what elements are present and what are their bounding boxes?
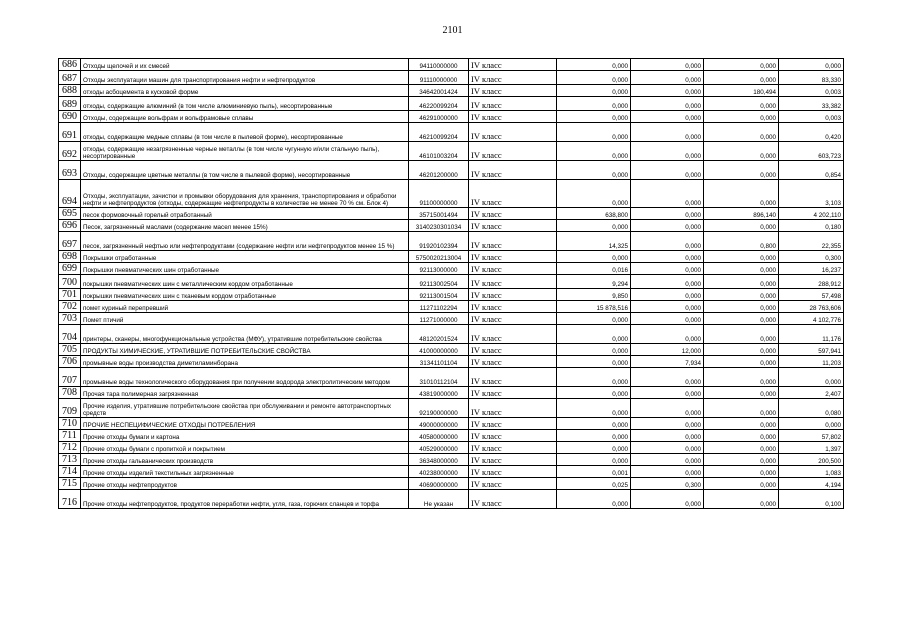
row-number: 701 [59,289,81,301]
value-col-4: 0,420 [779,123,844,142]
value-col-1: 0,000 [557,111,631,123]
value-col-3: 0,000 [704,59,779,71]
value-col-2: 0,000 [631,142,704,161]
table-row [59,251,844,263]
value-col-2: 0,000 [631,232,704,251]
fkko-code: 34642001424 [409,85,469,97]
table-row [59,289,844,301]
value-col-4: 200,500 [779,454,844,466]
hazard-class: IV класс [469,251,557,263]
value-col-2: 0,000 [631,466,704,478]
hazard-class: IV класс [469,275,557,289]
fkko-code: 92113001504 [409,289,469,301]
row-number: 688 [59,85,81,97]
value-col-1: 0,000 [557,344,631,356]
value-col-4: 22,355 [779,232,844,251]
value-col-1: 0,001 [557,466,631,478]
value-col-2: 12,000 [631,344,704,356]
value-col-1: 14,325 [557,232,631,251]
table-row [59,301,844,313]
value-col-1: 0,000 [557,180,631,208]
table-row [59,71,844,85]
hazard-class: IV класс [469,442,557,454]
table-row [59,313,844,325]
value-col-1: 0,000 [557,71,631,85]
value-col-4: 603,723 [779,142,844,161]
row-number: 696 [59,220,81,232]
table-row [59,220,844,232]
fkko-code: 31010112104 [409,368,469,387]
fkko-code: 3140230301034 [409,220,469,232]
table-row [59,430,844,442]
row-number: 705 [59,344,81,356]
value-col-4: 4 102,776 [779,313,844,325]
value-col-2: 0,000 [631,301,704,313]
value-col-1: 0,000 [557,251,631,263]
value-col-1: 0,000 [557,142,631,161]
waste-name: Прочие изделия, утратившие потребительские свойства при обслуживании и ремонте автотранспортных средств [81,399,409,418]
hazard-class: IV класс [469,313,557,325]
row-number: 700 [59,275,81,289]
table-row [59,344,844,356]
table-row [59,180,844,208]
value-col-1: 638,800 [557,208,631,220]
hazard-class: IV класс [469,59,557,71]
fkko-code: 92190000000 [409,399,469,418]
value-col-1: 0,000 [557,399,631,418]
value-col-2: 0,000 [631,161,704,180]
row-number: 686 [59,59,81,71]
value-col-3: 0,000 [704,399,779,418]
row-number: 689 [59,97,81,111]
value-col-3: 0,000 [704,356,779,368]
table-row [59,368,844,387]
value-col-4: 83,330 [779,71,844,85]
waste-name: покрышки пневматических шин с тканевым кордом отработанные [81,289,409,301]
hazard-class: IV класс [469,142,557,161]
waste-name: Прочая тара полимерная загрязненная [81,387,409,399]
table-row [59,161,844,180]
row-number: 709 [59,399,81,418]
value-col-1: 9,850 [557,289,631,301]
waste-name: покрышки пневматических шин с металлическим кордом отработанные [81,275,409,289]
value-col-4: 57,498 [779,289,844,301]
value-col-2: 0,000 [631,111,704,123]
fkko-code: 48120201524 [409,325,469,344]
table-row [59,85,844,97]
waste-name: Отходы эксплуатации машин для транспортирования нефти и нефтепродуктов [81,71,409,85]
value-col-1: 9,294 [557,275,631,289]
row-number: 713 [59,454,81,466]
value-col-1: 0,000 [557,123,631,142]
fkko-code: 49000000000 [409,418,469,430]
value-col-3: 0,000 [704,71,779,85]
table-row [59,442,844,454]
value-col-4: 16,237 [779,263,844,275]
value-col-4: 1,397 [779,442,844,454]
fkko-code: 92113002504 [409,275,469,289]
row-number: 704 [59,325,81,344]
row-number: 707 [59,368,81,387]
value-col-2: 0,000 [631,251,704,263]
fkko-code: 35715001494 [409,208,469,220]
row-number: 698 [59,251,81,263]
table-row [59,111,844,123]
value-col-1: 0,000 [557,325,631,344]
hazard-class: IV класс [469,85,557,97]
hazard-class: IV класс [469,161,557,180]
hazard-class: IV класс [469,466,557,478]
row-number: 708 [59,387,81,399]
fkko-code: 31341101104 [409,356,469,368]
table-row [59,418,844,430]
fkko-code: Не указан [409,490,469,509]
table-row [59,275,844,289]
fkko-code: 94110000000 [409,59,469,71]
value-col-2: 0,000 [631,263,704,275]
value-col-4: 2,407 [779,387,844,399]
value-col-4: 11,203 [779,356,844,368]
value-col-4: 597,941 [779,344,844,356]
value-col-4: 0,000 [779,59,844,71]
hazard-class: IV класс [469,123,557,142]
value-col-1: 0,000 [557,356,631,368]
value-col-3: 0,000 [704,442,779,454]
fkko-code: 91100000000 [409,180,469,208]
waste-name: принтеры, сканеры, многофункциональные устройства (МФУ), утратившие потребительские свойства [81,325,409,344]
value-col-3: 0,000 [704,490,779,509]
hazard-class: IV класс [469,399,557,418]
waste-name: отходы, содержащие медные сплавы (в том числе в пылевой форме), несортированные [81,123,409,142]
row-number: 691 [59,123,81,142]
table-row [59,232,844,251]
value-col-2: 7,934 [631,356,704,368]
value-col-1: 0,000 [557,97,631,111]
table-row [59,387,844,399]
waste-register-table [58,58,844,509]
waste-name: Помет птичий [81,313,409,325]
fkko-code: 46291000000 [409,111,469,123]
value-col-1: 0,025 [557,478,631,490]
value-col-4: 0,100 [779,490,844,509]
value-col-3: 0,000 [704,180,779,208]
row-number: 702 [59,301,81,313]
waste-name: песок, загрязненный нефтью или нефтепродуктами (содержание нефти или нефтепродуктов менее 15 %) [81,232,409,251]
value-col-3: 0,000 [704,263,779,275]
value-col-3: 0,000 [704,344,779,356]
fkko-code: 91110000000 [409,71,469,85]
row-number: 694 [59,180,81,208]
waste-name: Отходы, содержащие цветные металлы (в том числе в пылевой форме), несортированные [81,161,409,180]
hazard-class: IV класс [469,344,557,356]
value-col-3: 0,000 [704,478,779,490]
value-col-1: 0,016 [557,263,631,275]
row-number: 706 [59,356,81,368]
value-col-3: 0,000 [704,368,779,387]
table-row [59,325,844,344]
hazard-class: IV класс [469,325,557,344]
value-col-1: 0,000 [557,442,631,454]
value-col-3: 0,000 [704,251,779,263]
row-number: 712 [59,442,81,454]
value-col-1: 0,000 [557,85,631,97]
value-col-1: 0,000 [557,430,631,442]
table-row [59,263,844,275]
waste-name: Отходы щелочей и их смесей [81,59,409,71]
value-col-1: 0,000 [557,313,631,325]
value-col-3: 0,000 [704,161,779,180]
value-col-1: 0,000 [557,490,631,509]
value-col-3: 0,000 [704,430,779,442]
value-col-4: 0,000 [779,418,844,430]
table-row [59,59,844,71]
fkko-code: 46210099204 [409,123,469,142]
waste-name: промывные воды технологического оборудования при получении водорода электролитическим методом [81,368,409,387]
row-number: 692 [59,142,81,161]
page-number: 2101 [442,25,463,36]
fkko-code: 11271102294 [409,301,469,313]
row-number: 703 [59,313,81,325]
fkko-code: 46220099204 [409,97,469,111]
value-col-3: 0,000 [704,454,779,466]
row-number: 690 [59,111,81,123]
row-number: 699 [59,263,81,275]
value-col-4: 0,000 [779,368,844,387]
value-col-4: 0,180 [779,220,844,232]
value-col-1: 0,000 [557,387,631,399]
waste-name: помет куриный перепревший [81,301,409,313]
value-col-2: 0,000 [631,313,704,325]
table-row [59,356,844,368]
fkko-code: 91920102394 [409,232,469,251]
value-col-3: 0,000 [704,325,779,344]
value-col-4: 4,194 [779,478,844,490]
value-col-2: 0,000 [631,325,704,344]
value-col-2: 0,000 [631,430,704,442]
value-col-3: 180,494 [704,85,779,97]
fkko-code: 40580000000 [409,430,469,442]
hazard-class: IV класс [469,356,557,368]
fkko-code: 40529000000 [409,442,469,454]
waste-name: отходы, содержащие алюминий (в том числе алюминиевую пыль), несортированные [81,97,409,111]
value-col-3: 0,000 [704,466,779,478]
waste-name: Прочие отходы нефтепродуктов [81,478,409,490]
waste-name: отходы асбоцемента в кусковой форме [81,85,409,97]
hazard-class: IV класс [469,478,557,490]
fkko-code: 40238000000 [409,466,469,478]
table-row [59,142,844,161]
value-col-3: 0,000 [704,111,779,123]
hazard-class: IV класс [469,232,557,251]
value-col-4: 0,080 [779,399,844,418]
waste-name: Прочие отходы бумаги с пропиткой и покрытием [81,442,409,454]
row-number: 711 [59,430,81,442]
waste-name: отходы, содержащие незагрязненные черные металлы (в том числе чугунную и/или стальную пыль), несортированные [81,142,409,161]
row-number: 687 [59,71,81,85]
table-row [59,123,844,142]
value-col-3: 0,000 [704,97,779,111]
hazard-class: IV класс [469,430,557,442]
row-number: 693 [59,161,81,180]
waste-name: Прочие отходы бумаги и картона [81,430,409,442]
hazard-class: IV класс [469,289,557,301]
table-row [59,454,844,466]
value-col-2: 0,000 [631,289,704,301]
value-col-2: 0,000 [631,97,704,111]
table-row [59,490,844,509]
row-number: 697 [59,232,81,251]
value-col-4: 3,103 [779,180,844,208]
waste-name: Покрышки пневматических шин отработанные [81,263,409,275]
row-number: 710 [59,418,81,430]
value-col-4: 0,003 [779,85,844,97]
hazard-class: IV класс [469,97,557,111]
value-col-3: 0,000 [704,123,779,142]
value-col-2: 0,000 [631,454,704,466]
waste-name: промывные воды производства диметиламинборана [81,356,409,368]
value-col-3: 896,140 [704,208,779,220]
value-col-3: 0,000 [704,275,779,289]
value-col-1: 0,000 [557,368,631,387]
value-col-4: 4 202,110 [779,208,844,220]
value-col-2: 0,000 [631,418,704,430]
value-col-1: 15 878,516 [557,301,631,313]
value-col-2: 0,000 [631,368,704,387]
waste-name: Покрышки отработанные [81,251,409,263]
waste-name: ПРОЧИЕ НЕСПЕЦИФИЧЕСКИЕ ОТХОДЫ ПОТРЕБЛЕНИЯ [81,418,409,430]
value-col-2: 0,000 [631,275,704,289]
row-number: 695 [59,208,81,220]
table-row [59,208,844,220]
value-col-2: 0,000 [631,220,704,232]
fkko-code: 11271000000 [409,313,469,325]
value-col-3: 0,000 [704,313,779,325]
fkko-code: 5750020213004 [409,251,469,263]
table-row [59,478,844,490]
waste-name: Прочие отходы нефтепродуктов, продуктов переработки нефти, угля, газа, горючих сланцев и торфа [81,490,409,509]
hazard-class: IV класс [469,71,557,85]
value-col-1: 0,000 [557,454,631,466]
value-col-2: 0,000 [631,85,704,97]
value-col-3: 0,000 [704,142,779,161]
fkko-code: 40690000000 [409,478,469,490]
waste-name: Песок, загрязненный маслами (содержание масел менее 15%) [81,220,409,232]
waste-name: Отходы, содержащие вольфрам и вольфрамовые сплавы [81,111,409,123]
value-col-3: 0,800 [704,232,779,251]
row-number: 716 [59,490,81,509]
value-col-1: 0,000 [557,418,631,430]
value-col-2: 0,000 [631,208,704,220]
table-row [59,399,844,418]
value-col-4: 288,912 [779,275,844,289]
value-col-2: 0,000 [631,490,704,509]
waste-name: Прочие отходы гальванических производств [81,454,409,466]
hazard-class: IV класс [469,418,557,430]
value-col-4: 57,802 [779,430,844,442]
row-number: 715 [59,478,81,490]
hazard-class: IV класс [469,111,557,123]
value-col-1: 0,000 [557,59,631,71]
value-col-4: 1,083 [779,466,844,478]
value-col-3: 0,000 [704,418,779,430]
waste-name: песок формовочный горелый отработанный [81,208,409,220]
hazard-class: IV класс [469,387,557,399]
fkko-code: 92113000000 [409,263,469,275]
value-col-2: 0,000 [631,59,704,71]
value-col-4: 0,300 [779,251,844,263]
value-col-2: 0,000 [631,123,704,142]
value-col-4: 11,176 [779,325,844,344]
value-col-3: 0,000 [704,387,779,399]
hazard-class: IV класс [469,180,557,208]
hazard-class: IV класс [469,220,557,232]
value-col-1: 0,000 [557,220,631,232]
waste-name: Отходы, эксплуатации, зачистки и промывки оборудования для хранения, транспортирования и обработки нефти и нефтепродуктов (отходы, содержащие нефтепродукты в количестве не менее 70 % см. Блок 4) [81,180,409,208]
value-col-2: 0,000 [631,387,704,399]
value-col-3: 0,000 [704,220,779,232]
fkko-code: 46201200000 [409,161,469,180]
hazard-class: IV класс [469,263,557,275]
fkko-code: 41000000000 [409,344,469,356]
fkko-code: 43819000000 [409,387,469,399]
value-col-3: 0,000 [704,301,779,313]
hazard-class: IV класс [469,454,557,466]
value-col-4: 33,382 [779,97,844,111]
waste-name: ПРОДУКТЫ ХИМИЧЕСКИЕ, УТРАТИВШИЕ ПОТРЕБИТЕЛЬСКИЕ СВОЙСТВА [81,344,409,356]
table-row [59,97,844,111]
value-col-2: 0,000 [631,71,704,85]
value-col-1: 0,000 [557,161,631,180]
value-col-2: 0,300 [631,478,704,490]
hazard-class: IV класс [469,490,557,509]
value-col-4: 0,854 [779,161,844,180]
fkko-code: 36348000000 [409,454,469,466]
value-col-2: 0,000 [631,442,704,454]
value-col-2: 0,000 [631,399,704,418]
value-col-4: 28 763,606 [779,301,844,313]
value-col-3: 0,000 [704,289,779,301]
fkko-code: 46101003204 [409,142,469,161]
waste-name: Прочие отходы изделий текстильных загрязненные [81,466,409,478]
hazard-class: IV класс [469,368,557,387]
hazard-class: IV класс [469,208,557,220]
table-row [59,466,844,478]
hazard-class: IV класс [469,301,557,313]
row-number: 714 [59,466,81,478]
value-col-4: 0,003 [779,111,844,123]
value-col-2: 0,000 [631,180,704,208]
table-body [59,59,844,509]
